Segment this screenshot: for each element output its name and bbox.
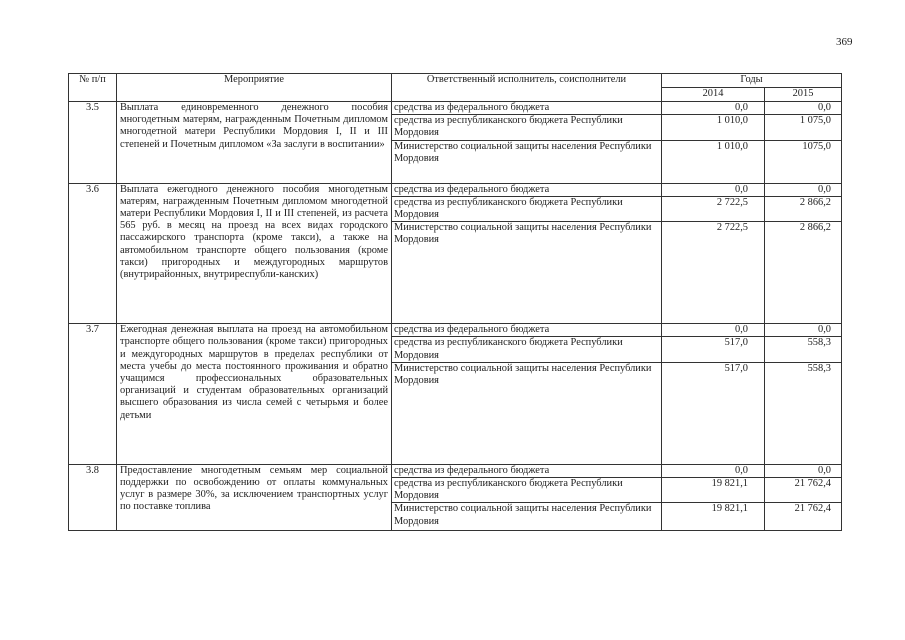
value-2014-cell: 1 010,0 <box>662 115 765 140</box>
page-number: 369 <box>836 36 853 48</box>
executor-cell: средства из федерального бюджета <box>392 183 662 196</box>
measures-table <box>68 73 842 531</box>
executor-cell: средства из республиканского бюджета Республики Мордовия <box>392 115 662 140</box>
table-row <box>69 183 842 196</box>
event-cell: Выплата ежегодного денежного пособия многодетным матерям, награжденным Почетным дипломом многодетной матери Республики Мордовия I, II и III степеней, из расчета 565 руб. в месяц на проезд на всех видах городского пассажирского транспорта (кроме такси), а также на автомобильном транспорте общего пользования (кроме такси) пригородных и междугородных маршрутов (внутрирайонных, внутриреспубли-канских) <box>117 183 392 324</box>
header-years: Годы <box>662 74 842 88</box>
value-2014-cell: 2 722,5 <box>662 196 765 221</box>
table-row <box>69 102 842 115</box>
value-2015-cell: 0,0 <box>765 464 842 477</box>
executor-cell: Министерство социальной защиты населения Республики Мордовия <box>392 140 662 183</box>
executor-cell: средства из республиканского бюджета Республики Мордовия <box>392 478 662 503</box>
executor-cell: средства из республиканского бюджета Республики Мордовия <box>392 196 662 221</box>
value-2014-cell: 0,0 <box>662 464 765 477</box>
value-2014-cell: 517,0 <box>662 362 765 464</box>
executor-cell: средства из федерального бюджета <box>392 464 662 477</box>
table-row <box>69 324 842 337</box>
header-executor: Ответственный исполнитель, соисполнители <box>392 74 662 102</box>
value-2015-cell: 21 762,4 <box>765 503 842 531</box>
row-number: 3.8 <box>69 464 117 531</box>
value-2015-cell: 21 762,4 <box>765 478 842 503</box>
value-2014-cell: 0,0 <box>662 183 765 196</box>
header-year-2014: 2014 <box>662 88 765 102</box>
table-row <box>69 464 842 477</box>
executor-cell: средства из федерального бюджета <box>392 102 662 115</box>
value-2015-cell: 558,3 <box>765 337 842 362</box>
row-number: 3.7 <box>69 324 117 465</box>
value-2014-cell: 1 010,0 <box>662 140 765 183</box>
header-event: Мероприятие <box>117 74 392 102</box>
value-2014-cell: 2 722,5 <box>662 222 765 324</box>
executor-cell: Министерство социальной защиты населения Республики Мордовия <box>392 362 662 464</box>
event-cell: Предоставление многодетным семьям мер социальной поддержки по освобождению от оплаты коммунальных услуг в размере 30%, за исключением транспортных услуг по поставке топлива <box>117 464 392 531</box>
event-cell: Ежегодная денежная выплата на проезд на автомобильном транспорте общего пользования (кроме такси) пригородных и междугородных маршрутов в пределах республики от места учебы до места постоянного проживания и обратно учащимся профессиональных образовательных организаций и студентам образовательных организаций высшего образования из числа семей с четырьмя и более детьми <box>117 324 392 465</box>
row-number: 3.5 <box>69 102 117 184</box>
value-2014-cell: 19 821,1 <box>662 478 765 503</box>
executor-cell: средства из республиканского бюджета Республики Мордовия <box>392 337 662 362</box>
header-year-2015: 2015 <box>765 88 842 102</box>
row-number: 3.6 <box>69 183 117 324</box>
executor-cell: Министерство социальной защиты населения Республики Мордовия <box>392 503 662 531</box>
value-2015-cell: 558,3 <box>765 362 842 464</box>
value-2015-cell: 1075,0 <box>765 140 842 183</box>
value-2014-cell: 0,0 <box>662 102 765 115</box>
event-cell: Выплата единовременного денежного пособия многодетным матерям, награжденным Почетным дипломом многодетной матери Республики Мордовия I, II и III степеней и Почетным дипломом «За заслуги в воспитании» <box>117 102 392 184</box>
value-2015-cell: 0,0 <box>765 183 842 196</box>
value-2015-cell: 1 075,0 <box>765 115 842 140</box>
value-2015-cell: 0,0 <box>765 324 842 337</box>
value-2015-cell: 2 866,2 <box>765 222 842 324</box>
value-2015-cell: 0,0 <box>765 102 842 115</box>
executor-cell: Министерство социальной защиты населения Республики Мордовия <box>392 222 662 324</box>
value-2014-cell: 19 821,1 <box>662 503 765 531</box>
value-2014-cell: 517,0 <box>662 337 765 362</box>
value-2015-cell: 2 866,2 <box>765 196 842 221</box>
executor-cell: средства из федерального бюджета <box>392 324 662 337</box>
header-no: № п/п <box>69 74 117 102</box>
value-2014-cell: 0,0 <box>662 324 765 337</box>
